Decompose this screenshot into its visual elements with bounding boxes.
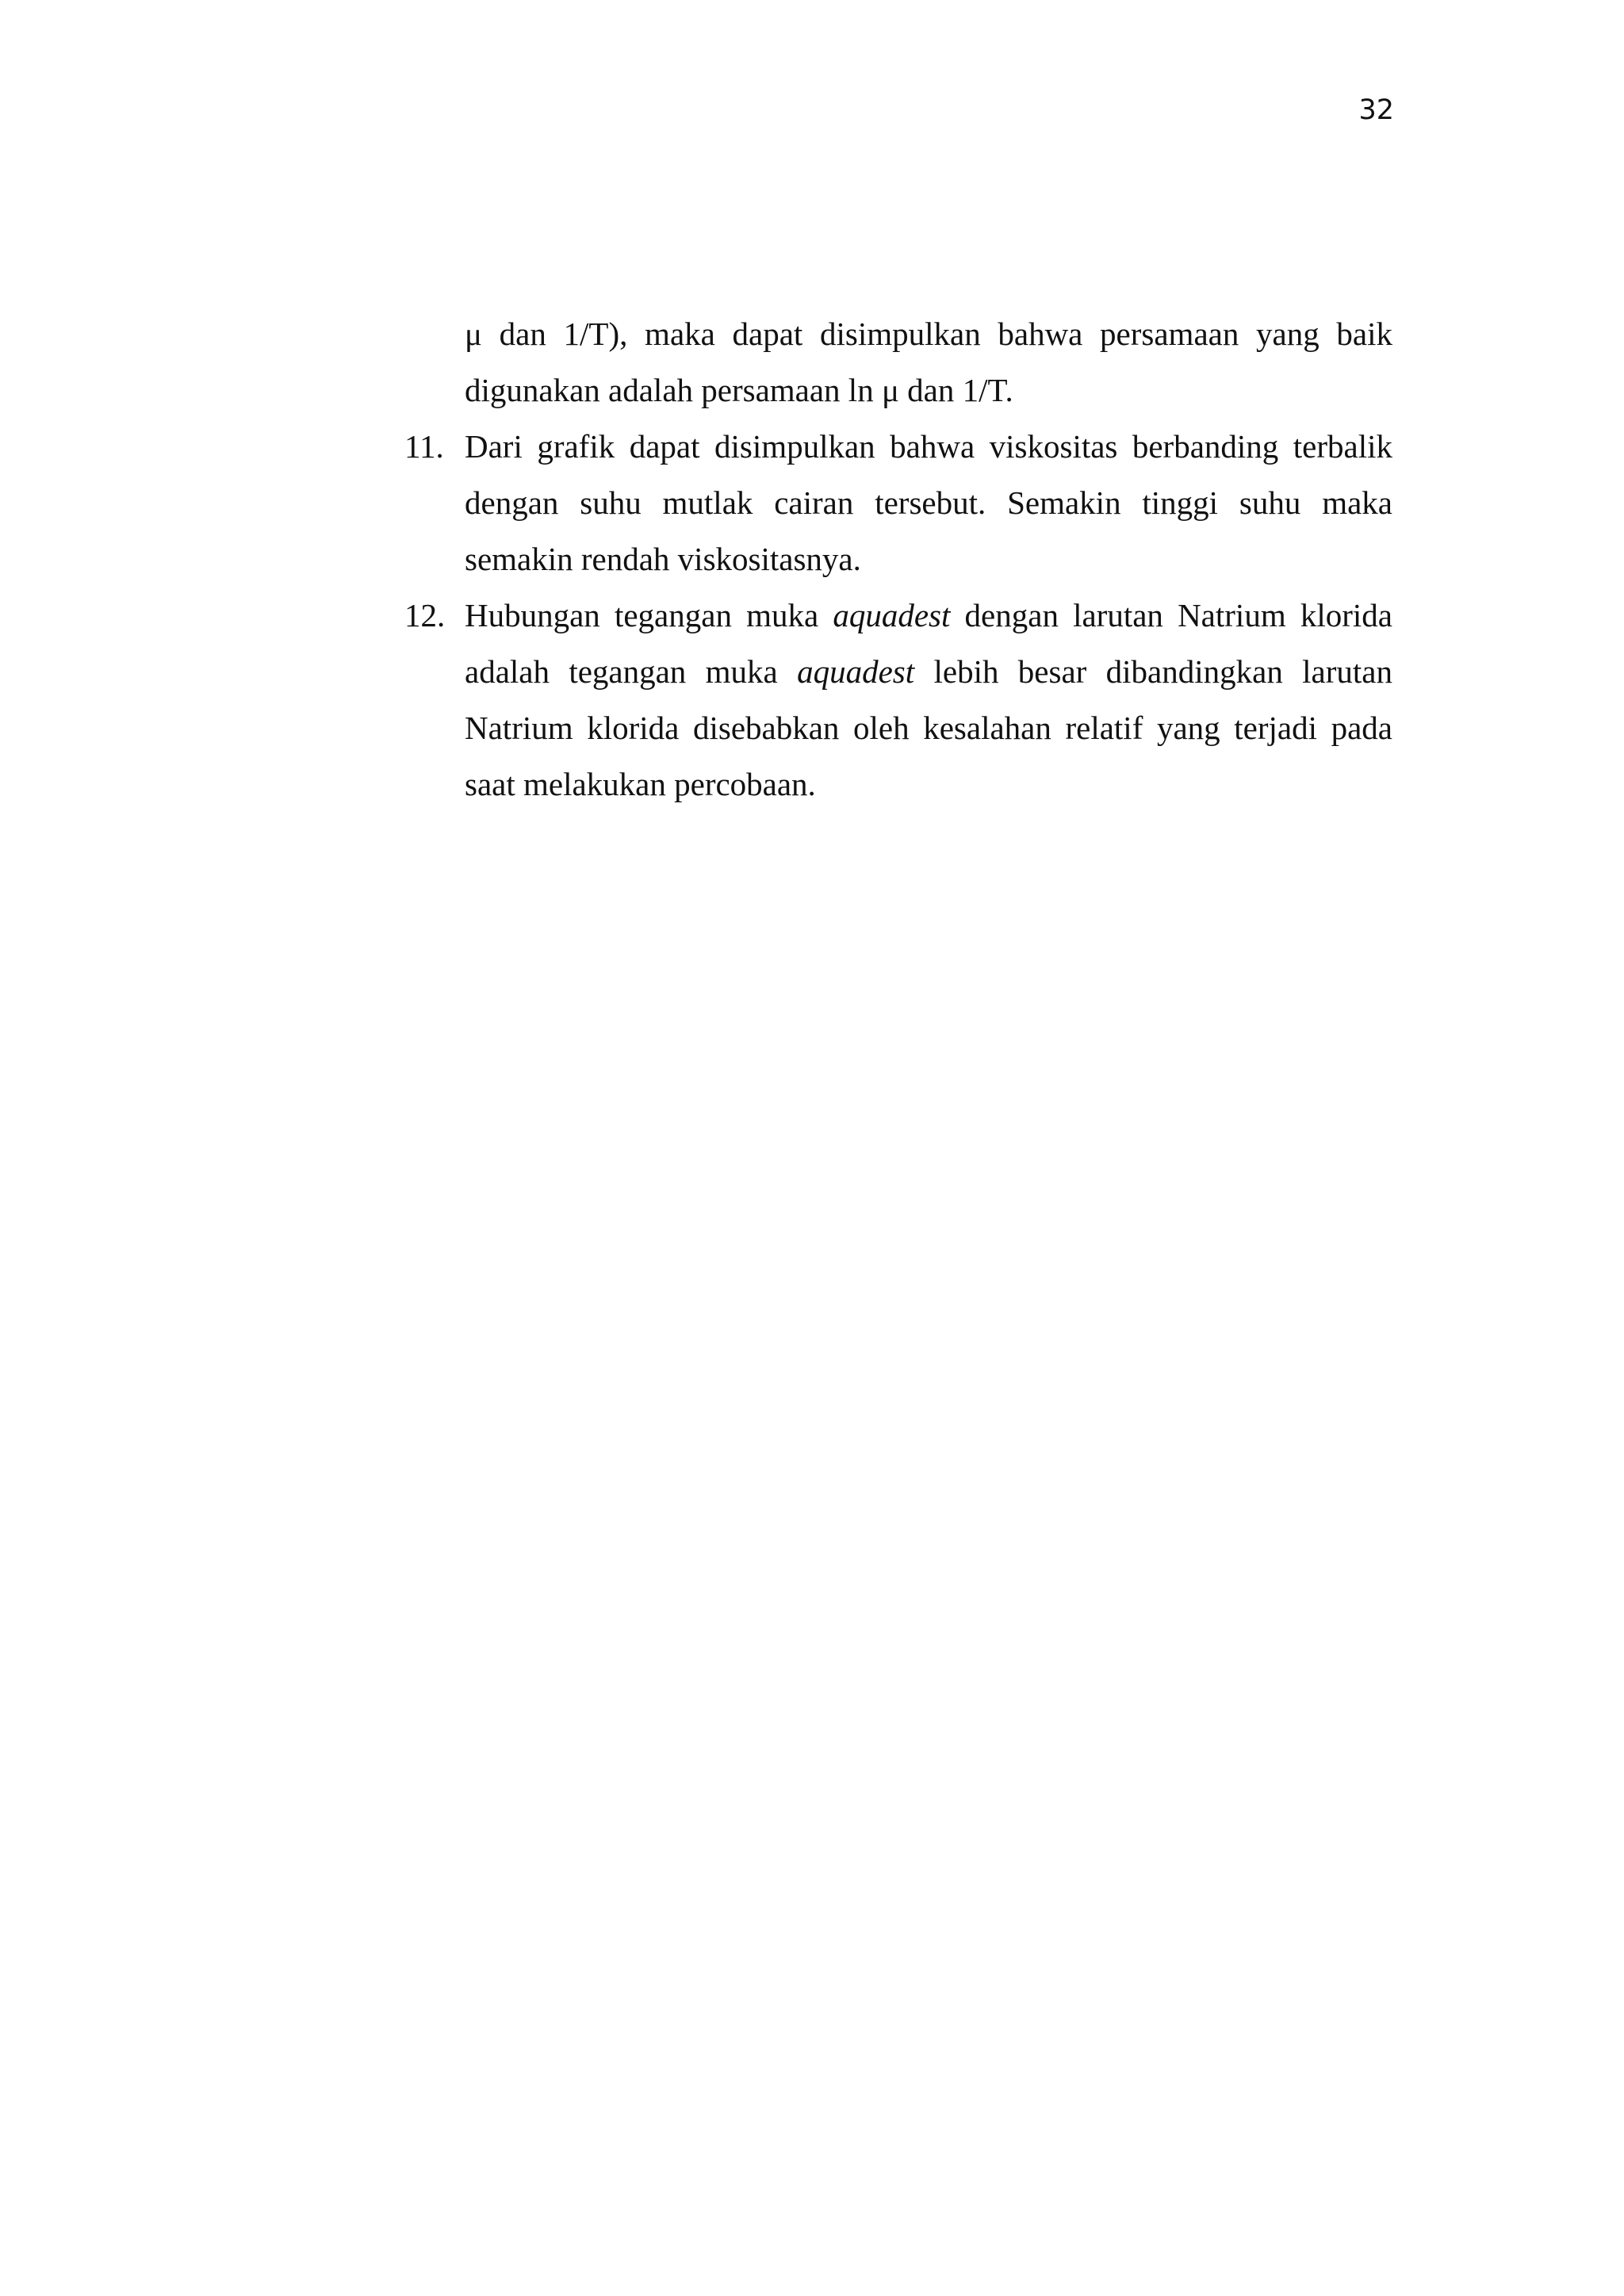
text-fragment: dengan larutan Natrium klorida adalah tegangan muka: [465, 597, 1392, 690]
document-body: [404, 306, 1392, 813]
page-number: 32: [1358, 94, 1394, 126]
list-item-11: [404, 419, 1392, 587]
italic-term: aquadest: [797, 653, 915, 690]
italic-term: aquadest: [833, 597, 951, 633]
list-item-text: [465, 587, 1392, 813]
list-number: 11.: [404, 428, 444, 465]
list-item-text: Dari grafik dapat disimpulkan bahwa viskositas berbanding terbalik dengan suhu mutlak cairan tersebut. Semakin tinggi suhu maka semakin rendah viskositasnya.: [465, 428, 1392, 577]
continued-paragraph: μ dan 1/T), maka dapat disimpulkan bahwa persamaan yang baik digunakan adalah persamaan ln μ dan 1/T.: [465, 316, 1392, 408]
list-number: 12.: [404, 597, 446, 633]
list-item-12: [404, 587, 1392, 813]
text-fragment: lebih besar dibandingkan larutan Natrium klorida disebabkan oleh kesalahan relatif yang terjadi pada saat melakukan percobaan.: [465, 653, 1392, 802]
text-fragment: Hubungan tegangan muka: [465, 597, 833, 633]
